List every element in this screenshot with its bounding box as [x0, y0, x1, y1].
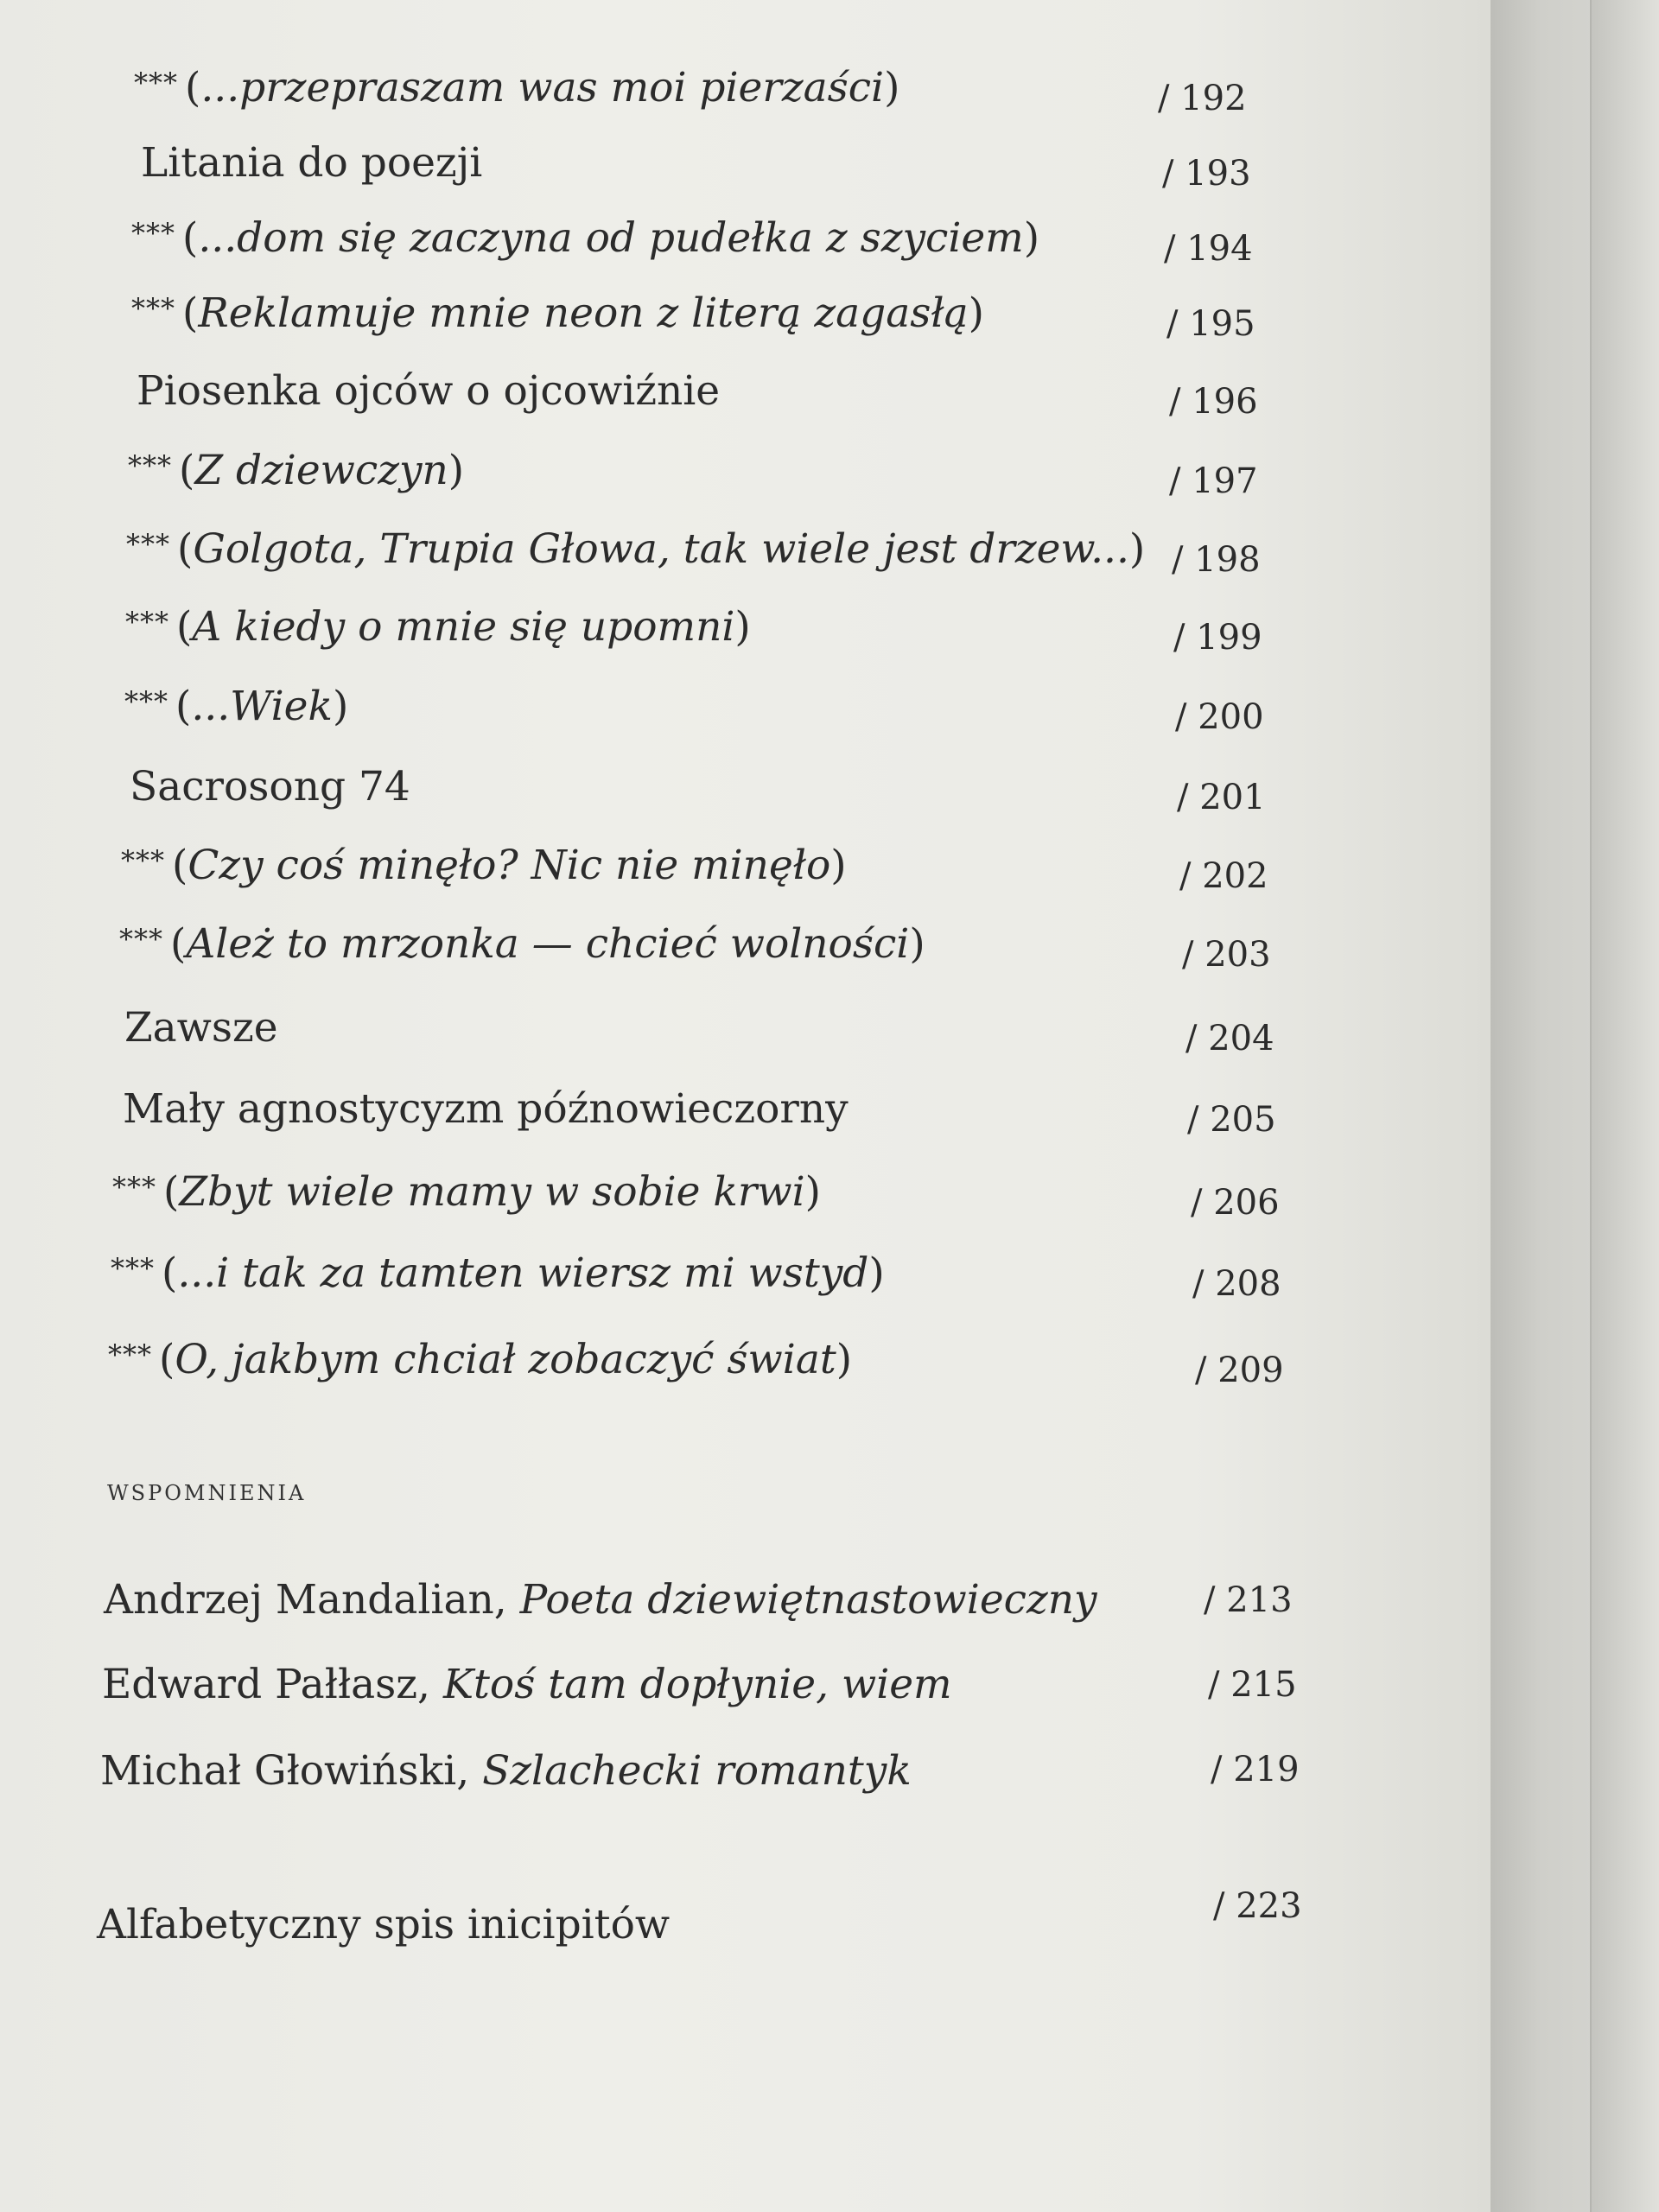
toc-entry-title: *** (O, jakbym chciał zobaczyć świat)	[108, 1336, 853, 1383]
toc-entry	[116, 1077, 1276, 1140]
toc-entry-title: Sacrosong 74	[130, 763, 410, 810]
memoir-entry-title: Michał Głowiński, Szlachecki romantyk	[100, 1747, 912, 1795]
toc-entry-title: Piosenka ojców o ojcowiźnie	[137, 367, 721, 415]
toc-entry	[119, 912, 1271, 975]
toc-entry-title: *** (Z dziewczyn)	[128, 447, 465, 494]
toc-entry-title: Zawsze	[124, 1004, 278, 1052]
toc-entry	[108, 1327, 1284, 1390]
toc-entry-page: / 196	[1169, 382, 1258, 422]
toc-entry-page: / 202	[1179, 856, 1268, 896]
memoir-entry-title: Andrzej Mandalian, Poeta dziewiętnastowieczny	[104, 1576, 1097, 1624]
section-heading: wspomnienia	[107, 1473, 307, 1508]
toc-entry-page: / 198	[1172, 540, 1261, 580]
toc-entry	[128, 438, 1258, 501]
toc-entry	[134, 55, 1257, 118]
toc-entry	[111, 1241, 1281, 1304]
toc-entry-title: *** (Golgota, Trupia Głowa, tak wiele jest drzew...)	[126, 525, 1146, 573]
index-entry	[97, 1886, 1324, 1953]
toc-entry	[134, 130, 1257, 194]
memoir-entry-title: Edward Pałłasz, Ktoś tam dopłynie, wiem	[102, 1661, 952, 1708]
toc-entry-title: *** (Zbyt wiele mamy w sobie krwi)	[112, 1168, 821, 1216]
toc-entry	[125, 594, 1266, 658]
toc-entry-page: / 192	[1158, 79, 1247, 118]
toc-entry	[118, 995, 1274, 1058]
memoir-entry-page: / 213	[1204, 1580, 1293, 1620]
toc-entry-title: *** (Reklamuje mnie neon z literą zagasłą)	[131, 289, 984, 337]
toc-entry-page: / 203	[1182, 935, 1271, 975]
toc-entry	[131, 281, 1255, 344]
toc-entry-title: Litania do poezji	[141, 139, 483, 187]
toc-entry-page: / 200	[1175, 697, 1264, 737]
toc-entry	[124, 674, 1265, 737]
index-entry-title: Alfabetyczny spis inicipitów	[97, 1901, 671, 1948]
toc-entry	[130, 359, 1258, 422]
toc-entry-page: / 208	[1192, 1264, 1281, 1304]
toc-entry-page: / 209	[1195, 1351, 1284, 1390]
memoir-entry	[104, 1573, 1313, 1628]
toc-entry	[112, 1160, 1280, 1223]
toc-entry-title: *** (...i tak za tamten wiersz mi wstyd)	[111, 1249, 885, 1297]
toc-entry-page: / 204	[1185, 1019, 1274, 1058]
toc-entry-title: Mały agnostycyzm późnowieczorny	[123, 1085, 849, 1133]
toc-entry	[126, 517, 1267, 580]
memoir-entry-page: / 215	[1208, 1665, 1297, 1705]
toc-entry-page: / 194	[1164, 229, 1253, 269]
toc-entry-page: / 193	[1162, 154, 1251, 194]
toc-entry-page: / 197	[1169, 461, 1258, 501]
toc-entry-page: / 201	[1177, 778, 1266, 817]
toc-entry-title: *** (Czy coś minęło? Nic nie minęło)	[121, 842, 847, 889]
toc-entry-page: / 199	[1173, 618, 1262, 658]
toc-entry-page: / 206	[1191, 1183, 1280, 1223]
toc-entry	[123, 754, 1266, 817]
toc-entry	[121, 833, 1268, 896]
toc-entry-title: *** (Ależ to mrzonka — chcieć wolności)	[119, 920, 925, 968]
toc-entry-title: *** (A kiedy o mnie się upomni)	[125, 603, 751, 651]
memoir-entry-page: / 219	[1211, 1750, 1300, 1789]
toc-entry-page: / 205	[1187, 1100, 1276, 1140]
memoir-entry	[102, 1657, 1312, 1713]
memoir-entry	[100, 1744, 1310, 1799]
toc-entry-title: *** (...Wiek)	[124, 683, 349, 730]
toc-entry-title: *** (...przepraszam was moi pierzaści)	[134, 64, 900, 111]
adjacent-page-edge	[1590, 0, 1659, 2212]
toc-entry	[131, 206, 1255, 269]
toc-entry-title: *** (...dom się zaczyna od pudełka z szyciem)	[131, 214, 1040, 262]
toc-entry-page: / 195	[1166, 304, 1255, 344]
index-entry-page: / 223	[1213, 1886, 1302, 1926]
